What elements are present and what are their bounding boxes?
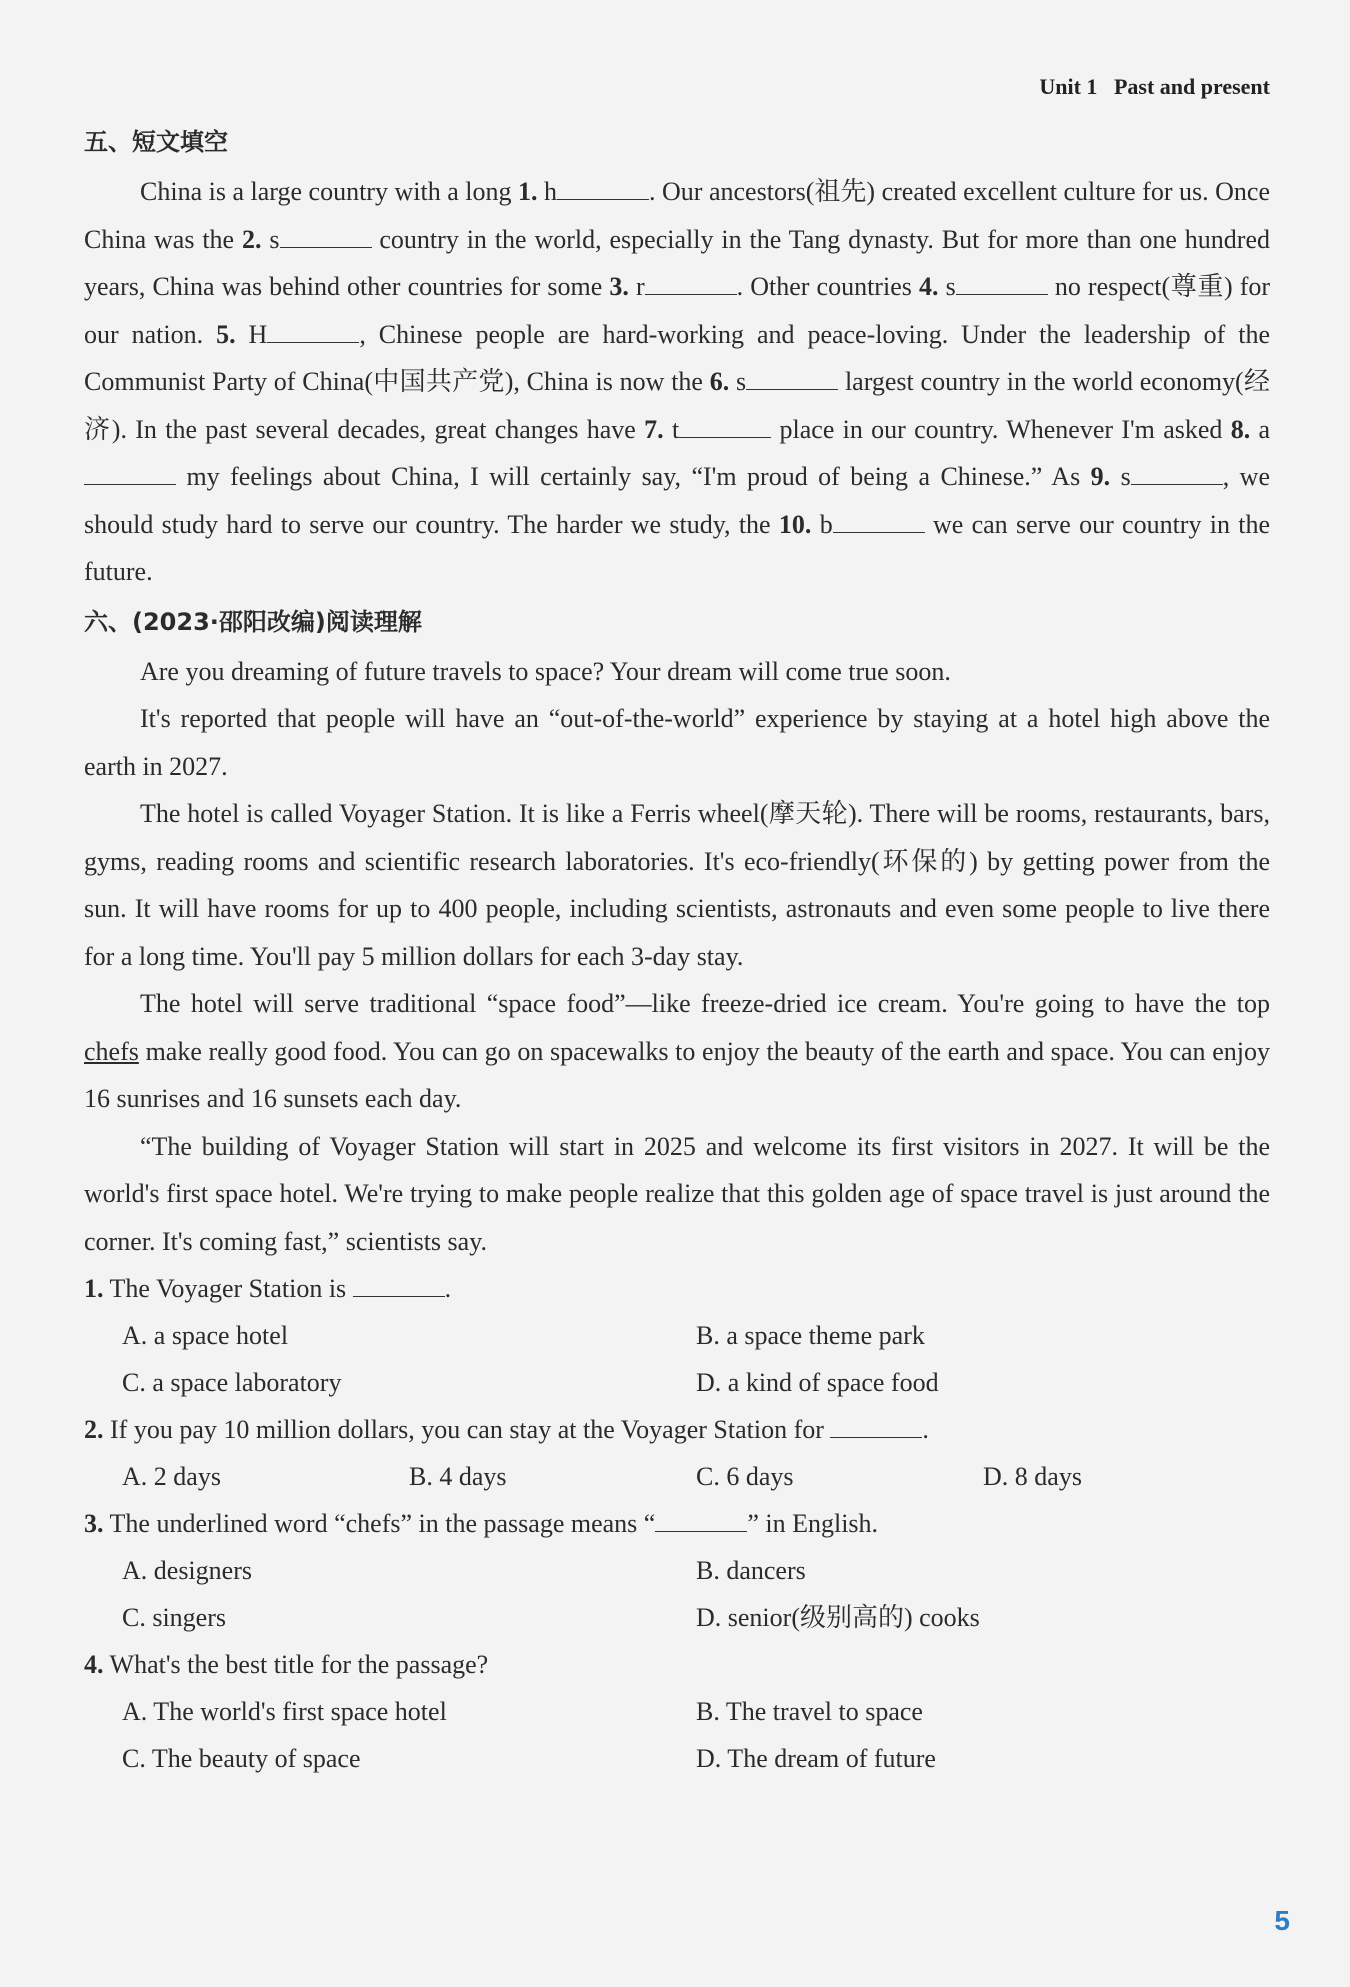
option-b[interactable]: B. 4 days [409,1462,507,1491]
question-end: . [444,1274,452,1303]
cloze-text: country in the world, especially in the Tang dynasty. But for more than one hundred years, China was behind other countries for some [84,224,1270,301]
answer-blank[interactable] [645,268,737,295]
blank-hint: h [544,177,558,206]
answer-blank[interactable] [280,221,372,248]
reading-paragraph: “The building of Voyager Station will start in 2025 and welcome its first visitors in 2027. It will be the world's first space hotel. We're trying to make people realize that this golden age of space travel is just around the corner. It's coming fast,” scientists say. [84,1131,1270,1256]
section6-title: 六、(2023·邵阳改编)阅读理解 [84,607,422,636]
cloze-text: no respect(尊重) for our nation. [84,272,1271,349]
cloze-text: , Chinese people are hard-working and peace-loving. Under the leadership of the Communist Party of China(中国共产党), China is now the [84,319,1271,396]
cloze-text: . Our ancestors(祖先) created excellent culture for us. Once China was the [84,177,1271,254]
question-2 [84,1406,1270,1453]
question-number: 1. [84,1274,104,1303]
option-d[interactable]: D. The dream of future [696,1744,936,1773]
cloze-text: China is a large country with a long [140,177,512,206]
blank-number: 5. [216,319,236,349]
reading-text: make really good food. You can go on spacewalks to enjoy the beauty of the earth and space. You can enjoy 16 sunrises and 16 sunsets each day. [84,1036,1271,1113]
question-end: ” in English. [747,1509,879,1538]
answer-blank[interactable] [956,268,1048,295]
underlined-word: chefs [84,1036,139,1066]
reading-paragraph: It's reported that people will have an “out-of-the-world” experience by staying at a hotel high above the earth in 2027. [84,704,1270,781]
question-end: . [922,1415,929,1444]
option-a[interactable]: A. a space hotel [122,1321,289,1350]
blank-number: 4. [918,272,939,301]
answer-blank[interactable] [353,1270,445,1297]
answer-blank[interactable] [1131,458,1223,485]
option-b[interactable]: B. dancers [696,1556,806,1585]
reading-paragraph: Are you dreaming of future travels to space? Your dream will come true soon. [140,656,951,686]
answer-blank[interactable] [833,506,925,533]
answer-blank[interactable] [267,316,359,343]
cloze-text: we can serve our country in the future. [84,509,1271,586]
blank-hint: b [819,509,833,539]
header-unit: Unit 1 [1039,74,1098,99]
blank-hint: s [269,224,280,254]
option-b[interactable]: B. a space theme park [696,1321,925,1350]
cloze-text: , we should study hard to serve our country. The harder we study, the [84,462,1270,539]
blank-number: 2. [241,224,262,254]
cloze-text: largest country in the world economy(经济). In the past several decades, great changes have [84,367,1270,444]
question-stem: The underlined word “chefs” in the passage means “ [109,1509,656,1538]
blank-number: 10. [778,509,812,539]
answer-blank[interactable] [679,411,771,438]
blank-number: 8. [1230,414,1251,444]
blank-hint: s [945,272,956,301]
blank-number: 3. [609,272,629,301]
blank-number: 7. [644,414,664,444]
answer-blank[interactable] [655,1505,747,1532]
blank-number: 1. [518,177,538,206]
question-number: 4. [84,1650,104,1679]
blank-hint: H [248,319,268,349]
question-number: 3. [84,1509,104,1538]
options-4 [84,1688,1270,1782]
reading-paragraph: The hotel is called Voyager Station. It is like a Ferris wheel(摩天轮). There will be rooms, restaurants, bars, gyms, reading rooms and scientific research laboratories. It's eco-friendly(环保的) by getting power from the sun. It will have rooms for up to 400 people, including scientists, astronauts and even some people to live there for a long time. You'll pay 5 million dollars for each 3-day stay. [84,799,1270,971]
option-d[interactable]: D. a kind of space food [696,1368,939,1397]
reading-text: The hotel will serve traditional “space food”—like freeze-dried ice cream. You're going to have the top [140,989,1270,1018]
section5-title: 五、短文填空 [84,128,228,156]
blank-hint: t [671,414,680,444]
options-2 [84,1453,1270,1500]
question-3 [84,1500,1270,1547]
options-1 [84,1312,1270,1406]
blank-hint: a [1258,414,1271,444]
option-d[interactable]: D. 8 days [983,1462,1082,1491]
page-number: 5 [1274,1905,1290,1936]
cloze-text: . Other countries [736,272,912,301]
question-stem: What's the best title for the passage? [109,1650,489,1679]
answer-blank[interactable] [830,1411,922,1438]
option-c[interactable]: C. a space laboratory [122,1368,342,1397]
option-c[interactable]: C. The beauty of space [122,1744,361,1773]
answer-blank[interactable] [557,173,649,200]
header-title: Past and present [1113,74,1270,99]
reading-paragraph [84,980,1270,1123]
question-number: 2. [84,1415,104,1444]
option-a[interactable]: A. 2 days [122,1462,221,1491]
question-1 [84,1265,1270,1312]
blank-hint: s [1120,462,1131,491]
blank-hint: s [736,367,747,396]
option-c[interactable]: C. singers [122,1603,226,1632]
question-stem: If you pay 10 million dollars, you can stay at the Voyager Station for [110,1415,824,1444]
cloze-text: my feelings about China, I will certainly say, “I'm proud of being a Chinese.” As [186,462,1081,491]
blank-hint: r [635,272,645,301]
answer-blank[interactable] [746,363,838,390]
options-3 [84,1547,1270,1641]
option-b[interactable]: B. The travel to space [696,1697,923,1726]
option-c[interactable]: C. 6 days [696,1462,794,1491]
option-a[interactable]: A. designers [122,1556,252,1585]
blank-number: 6. [709,367,730,396]
cloze-passage [84,168,1270,596]
blank-number: 9. [1090,462,1111,491]
option-d[interactable]: D. senior(级别高的) cooks [696,1603,980,1632]
answer-blank[interactable] [84,458,176,485]
page-header [1039,74,1270,100]
question-stem: The Voyager Station is [109,1274,347,1303]
cloze-text: place in our country. Whenever I'm asked [779,414,1223,444]
option-a[interactable]: A. The world's first space hotel [122,1697,447,1726]
question-4 [84,1641,1270,1688]
